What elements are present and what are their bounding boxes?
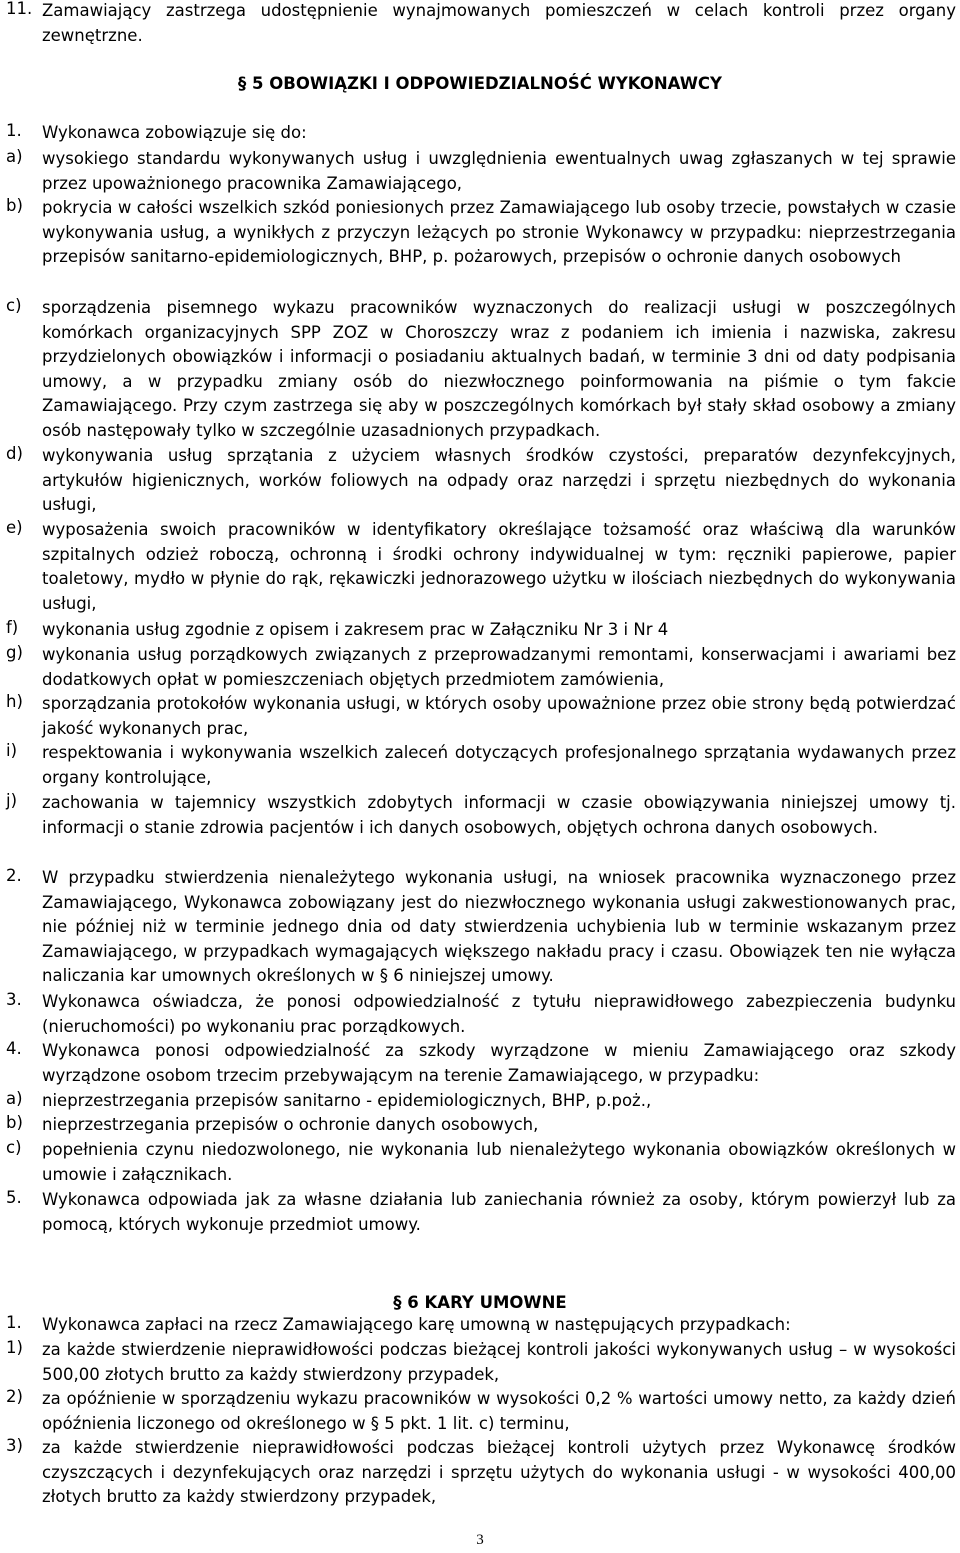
list-item	[6, 0, 956, 48]
list-item	[6, 1039, 956, 1088]
list-item	[6, 296, 956, 443]
list-item	[6, 147, 956, 196]
list-item	[6, 990, 956, 1039]
item-text: Wykonawca odpowiada jak za własne działania lub zaniechania również za osoby, którym powierzył lub za pomocą, których wykonuje przedmiot umowy.	[42, 1190, 956, 1234]
item-label: 5.	[6, 1188, 22, 1207]
item-label: f)	[6, 618, 19, 637]
list-item	[6, 121, 956, 146]
section-heading: § 6 KARY UMOWNE	[393, 1293, 567, 1312]
page-number: 3	[476, 1532, 484, 1548]
item-text: wysokiego standardu wykonywanych usług i uwzględnienia ewentualnych uwag zgłaszanych w tej sprawie przez upoważnionego pracownika Zamawiającego,	[42, 149, 956, 193]
item-text: za każde stwierdzenie nieprawidłowości podczas bieżącej kontroli użytych przez Wykonawcę środków czyszczących i dezynfekujących oraz narzędzi i sprzętu użytych do wykonania usługi - w wysokości 400,00 złotych brutto za każdy stwierdzony przypadek,	[42, 1438, 956, 1506]
item-label: 2.	[6, 866, 22, 885]
item-text: sporządzenia pisemnego wykazu pracowników wyznaczonych do realizacji usługi w poszczególnych komórkach organizacyjnych SPP ZOZ w Choroszczy wraz z podaniem ich imienia i nazwiska, zakresu przydzielonych obowiązków i informacji o posiadaniu aktualnych badań, w terminie 3 dni od daty podpisania umowy, a w przypadku zmiany osób do niezwłocznego poinformowania na piśmie o tym fakcie Zamawiającego. Przy czym zastrzega się aby w poszczególnych komórkach był stały skład osobowy a zmiany osób następowały tylko w szczególnie uzasadnionych przypadkach.	[42, 298, 956, 440]
item-label: j)	[6, 791, 18, 810]
item-text: Wykonawca ponosi odpowiedzialność za szkody wyrządzone w mieniu Zamawiającego oraz szkody wyrządzone osobom trzecim przebywającym na terenie Zamawiającego, w przypadku:	[42, 1041, 956, 1085]
item-label: g)	[6, 643, 23, 662]
item-text: Zamawiający zastrzega udostępnienie wynajmowanych pomieszczeń w celach kontroli przez organy zewnętrzne.	[42, 1, 956, 45]
item-label: i)	[6, 741, 18, 760]
item-text: wykonania usług porządkowych związanych z przeprowadzanymi remontami, konserwacjami i awariami bez dodatkowych opłat w pomieszczeniach objętych przedmiotem zamówienia,	[42, 645, 956, 689]
list-item	[6, 1113, 956, 1138]
list-item	[6, 1138, 956, 1187]
item-label: b)	[6, 196, 23, 215]
item-label: c)	[6, 1138, 22, 1157]
list-item	[6, 1338, 956, 1387]
item-label: 1.	[6, 1313, 22, 1332]
item-text: respektowania i wykonywania wszelkich zaleceń dotyczących profesjonalnego sprzątania wydawanych przez organy kontrolujące,	[42, 743, 956, 787]
item-text: nieprzestrzegania przepisów o ochronie danych osobowych,	[42, 1115, 539, 1134]
item-text: za opóźnienie w sporządzeniu wykazu pracowników w wysokości 0,2 % wartości umowy netto, za każdy dzień opóźnienia liczonego od określonego w § 5 pkt. 1 lit. c) terminu,	[42, 1389, 956, 1433]
item-label: a)	[6, 1089, 23, 1108]
list-item	[6, 444, 956, 518]
item-text: wykonania usług zgodnie z opisem i zakresem prac w Załączniku Nr 3 i Nr 4	[42, 620, 669, 639]
item-text: wykonywania usług sprzątania z użyciem własnych środków czystości, preparatów dezynfekcyjnych, artykułów higienicznych, worków foliowych na odpady oraz narzędzi i sprzętu niezbędnych do wykonania usługi,	[42, 446, 956, 514]
item-text: Wykonawca oświadcza, że ponosi odpowiedzialność z tytułu nieprawidłowego zabezpieczenia budynku (nieruchomości) po wykonaniu prac porządkowych.	[42, 992, 956, 1036]
item-label: a)	[6, 147, 23, 166]
item-label: d)	[6, 444, 23, 463]
item-text: zachowania w tajemnicy wszystkich zdobytych informacji w czasie obowiązywania niniejszej umowy tj. informacji o stanie zdrowia pacjentów i ich danych osobowych, objętych ochrona danych osobowych.	[42, 793, 956, 837]
list-item	[6, 741, 956, 790]
item-label: e)	[6, 518, 23, 537]
item-text: Wykonawca zobowiązuje się do:	[42, 123, 307, 142]
list-item	[6, 518, 956, 616]
list-item	[6, 692, 956, 741]
item-text: sporządzania protokołów wykonania usługi, w których osoby upoważnione przez obie strony będą potwierdzać jakość wykonanych prac,	[42, 694, 956, 738]
list-item	[6, 866, 956, 989]
item-label: 11.	[6, 0, 33, 18]
item-text: Wykonawca zapłaci na rzecz Zamawiającego karę umowną w następujących przypadkach:	[42, 1315, 791, 1334]
item-label: h)	[6, 692, 23, 711]
item-label: 1.	[6, 121, 22, 140]
item-label: 3.	[6, 990, 22, 1009]
item-label: c)	[6, 296, 22, 315]
list-item	[6, 1387, 956, 1436]
item-text: za każde stwierdzenie nieprawidłowości podczas bieżącej kontroli jakości wykonywanych usług – w wysokości 500,00 złotych brutto za każdy stwierdzony przypadek,	[42, 1340, 956, 1384]
item-text: W przypadku stwierdzenia nienależytego wykonania usługi, na wniosek pracownika wyznaczonego przez Zamawiającego, Wykonawca zobowiązany jest do niezwłocznego wykonania usługi zakwestionowanych prac, nie później niż w terminie jednego dnia od daty stwierdzenia uchybienia lub w terminie wskazanym przez Zamawiającego, w przypadkach wymagających większego nakładu pracy i czasu. Obowiązek ten nie wyłącza naliczania kar umownych określonych w § 6 niniejszej umowy.	[42, 868, 956, 985]
item-text: popełnienia czynu niedozwolonego, nie wykonania lub nienależytego wykonania obowiązków określonych w umowie i załącznikach.	[42, 1140, 956, 1184]
item-text: nieprzestrzegania przepisów sanitarno - epidemiologicznych, BHP, p.poż.,	[42, 1091, 652, 1110]
list-item	[6, 1089, 956, 1114]
item-label: 1)	[6, 1338, 23, 1357]
list-item	[6, 643, 956, 692]
list-item	[6, 1436, 956, 1510]
list-item	[6, 791, 956, 840]
list-item	[6, 618, 956, 643]
item-label: b)	[6, 1113, 23, 1132]
item-label: 3)	[6, 1436, 23, 1455]
item-label: 4.	[6, 1039, 22, 1058]
item-text: wyposażenia swoich pracowników w identyfikatory określające tożsamość oraz właściwą dla warunków szpitalnych odzież roboczą, ochronną i środki ochrony indywidualnej w tym: ręczniki papierowe, papier toaletowy, mydło w płynie do rąk, rękawiczki jednorazowego użytku w ilościach niezbędnych do wykonywania usługi,	[42, 520, 956, 613]
list-item	[6, 196, 956, 270]
list-item	[6, 1313, 956, 1338]
item-label: 2)	[6, 1387, 23, 1406]
item-text: pokrycia w całości wszelkich szkód poniesionych przez Zamawiającego lub osoby trzecie, powstałych w czasie wykonywania usług, a wynikłych z przyczyn leżących po stronie Wykonawcy w przypadku: nieprzestrzegania przepisów sanitarno-epidemiologicznych, BHP, p. pożarowych, przepisów o ochronie danych osobowych	[42, 198, 956, 266]
section-heading: § 5 OBOWIĄZKI I ODPOWIEDZIALNOŚĆ WYKONAWCY	[238, 74, 722, 93]
list-item	[6, 1188, 956, 1237]
